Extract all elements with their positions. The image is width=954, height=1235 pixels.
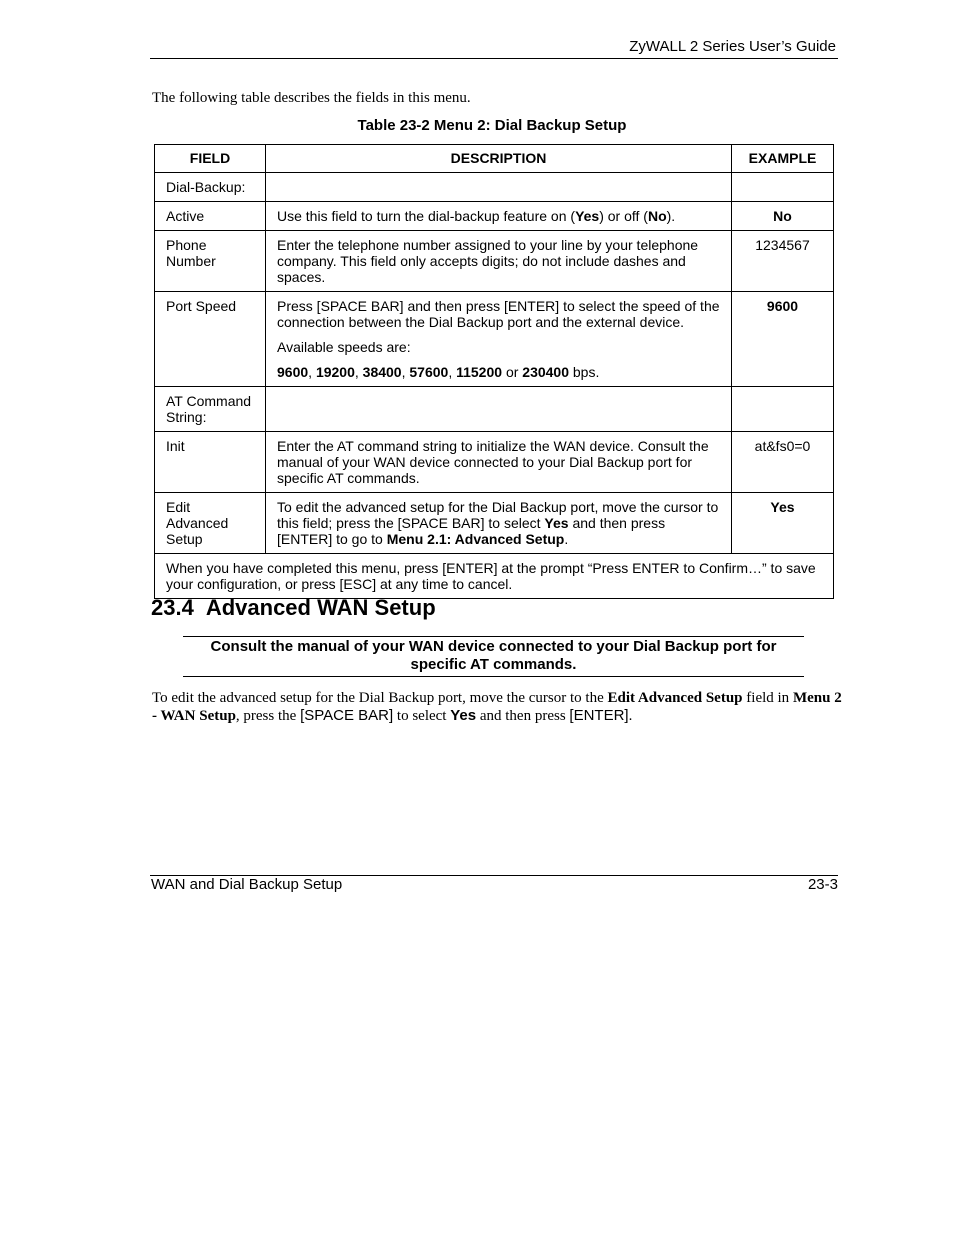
fields-table bbox=[154, 144, 834, 599]
table-footer-note: When you have completed this menu, press [ENTER] at the prompt “Press ENTER to Confirm…” to save your configuration, or press [ESC] at any time to cancel. bbox=[155, 554, 834, 599]
table-row bbox=[155, 493, 834, 554]
column-header-description: DESCRIPTION bbox=[266, 145, 732, 173]
example-cell bbox=[732, 173, 834, 202]
description-cell: Enter the AT command string to initialize the WAN device. Consult the manual of your WAN device connected to your Dial Backup port for specific AT commands. bbox=[266, 432, 732, 493]
table-row bbox=[155, 202, 834, 231]
description-cell bbox=[266, 387, 732, 432]
field-cell: Dial-Backup: bbox=[155, 173, 266, 202]
example-cell: 1234567 bbox=[732, 231, 834, 292]
example-cell: No bbox=[732, 202, 834, 231]
example-cell: 9600 bbox=[732, 292, 834, 387]
column-header-field: FIELD bbox=[155, 145, 266, 173]
field-cell: Phone Number bbox=[155, 231, 266, 292]
example-cell: at&fs0=0 bbox=[732, 432, 834, 493]
body-paragraph: To edit the advanced setup for the Dial Backup port, move the cursor to the Edit Advanced Setup field in Menu 2 - WAN Setup, press the [SPACE BAR] to select Yes and then press [ENTER]. bbox=[152, 690, 842, 724]
field-cell: Active bbox=[155, 202, 266, 231]
table-caption: Table 23-2 Menu 2: Dial Backup Setup bbox=[357, 117, 627, 134]
table-footer-row bbox=[155, 554, 834, 599]
table-row bbox=[155, 292, 834, 387]
table-row bbox=[155, 387, 834, 432]
column-header-example: EXAMPLE bbox=[732, 145, 834, 173]
intro-paragraph: The following table describes the fields in this menu. bbox=[152, 90, 471, 106]
description-cell bbox=[266, 292, 732, 387]
field-cell: Edit Advanced Setup bbox=[155, 493, 266, 554]
description-paragraph: Press [SPACE BAR] and then press [ENTER] to select the speed of the connection between the Dial Backup port and the external device. bbox=[277, 298, 720, 330]
description-cell: Use this field to turn the dial-backup feature on (Yes) or off (No). bbox=[266, 202, 732, 231]
table-row bbox=[155, 231, 834, 292]
field-cell: Init bbox=[155, 432, 266, 493]
table-row bbox=[155, 173, 834, 202]
section-title: Advanced WAN Setup bbox=[205, 595, 436, 620]
header-rule bbox=[150, 58, 838, 59]
note-box: Consult the manual of your WAN device connected to your Dial Backup port for specific AT commands. bbox=[183, 636, 804, 677]
table-row bbox=[155, 432, 834, 493]
example-cell bbox=[732, 387, 834, 432]
field-cell: Port Speed bbox=[155, 292, 266, 387]
footer-page-number: 23-3 bbox=[807, 876, 838, 893]
table-header-row bbox=[155, 145, 834, 173]
section-number: 23.4 bbox=[151, 595, 194, 620]
footer-chapter-title: WAN and Dial Backup Setup bbox=[151, 876, 343, 893]
running-header: ZyWALL 2 Series User’s Guide bbox=[629, 38, 836, 55]
field-cell: AT Command String: bbox=[155, 387, 266, 432]
section-heading bbox=[151, 595, 436, 621]
description-cell bbox=[266, 173, 732, 202]
speed-list: 9600, 19200, 38400, 57600, 115200 or 230400 bps. bbox=[277, 364, 600, 380]
example-cell: Yes bbox=[732, 493, 834, 554]
description-cell: Enter the telephone number assigned to your line by your telephone company. This field only accepts digits; do not include dashes and spaces. bbox=[266, 231, 732, 292]
description-paragraph: Available speeds are: bbox=[277, 339, 411, 355]
description-cell: To edit the advanced setup for the Dial Backup port, move the cursor to this field; press the [SPACE BAR] to select Yes and then press [ENTER] to go to Menu 2.1: Advanced Setup. bbox=[266, 493, 732, 554]
